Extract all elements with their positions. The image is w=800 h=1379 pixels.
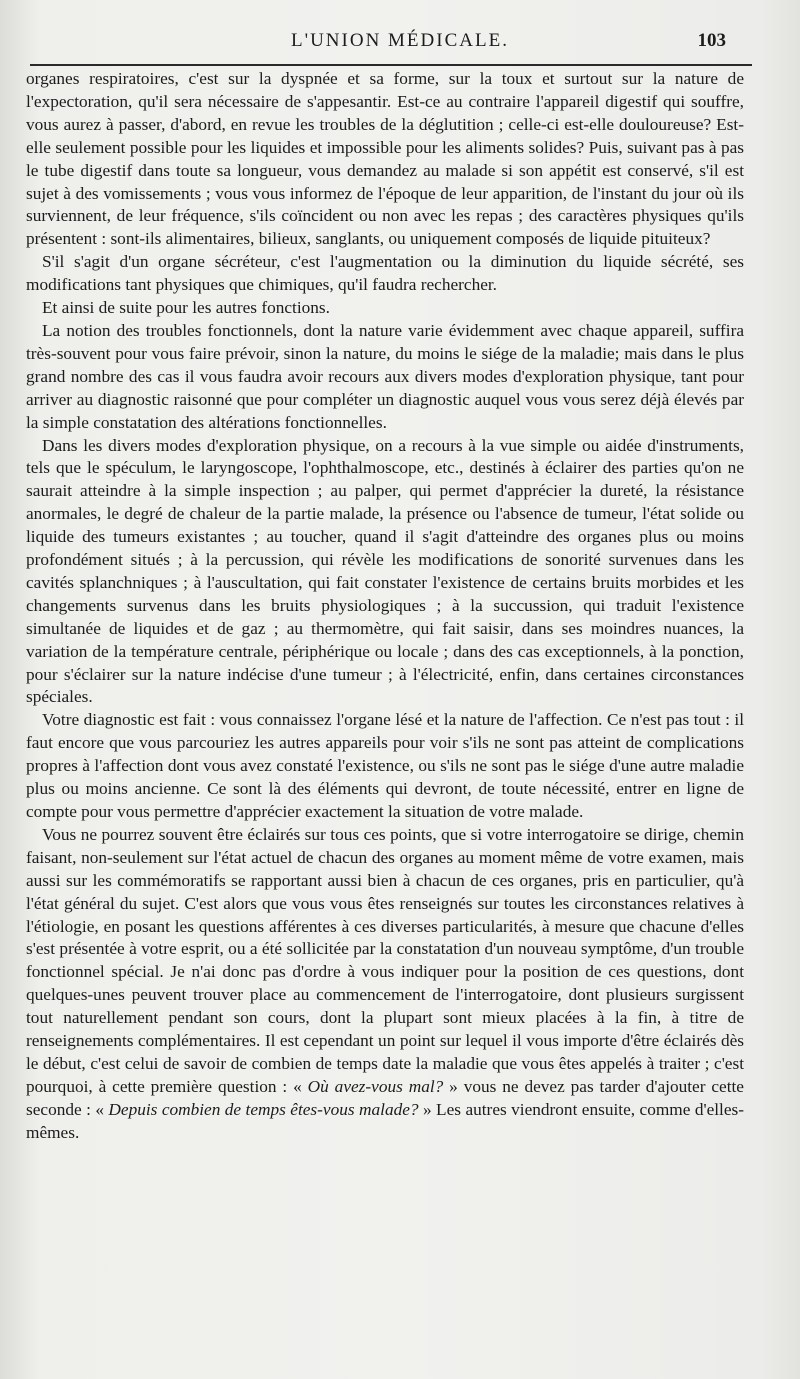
paragraph: Dans les divers modes d'exploration physique, on a recours à la vue simple ou aidée d'instruments, tels que le spéculum, le laryngoscope, l'ophthalmoscope, etc., destinés à éclairer des parties qu'on ne saurait atteindre à la simple inspection ; au palper, qui permet d'apprécier la dureté, la résistance anormales, le degré de chaleur de la partie malade, la présence ou l'absence de tumeur, l'état solide ou liquide des tumeurs existantes ; au toucher, quand il s'agit d'atteindre des organes plus ou moins profondément situés ; à la percussion, qui révèle les modifications de sonorité survenues dans les cavités splanchniques ; à l'auscultation, qui fait constater l'existence de certains bruits morbides et les changements survenus dans les bruits physiologiques ; à la succussion, qui traduit l'existence simultanée de liquides et de gaz ; au thermomètre, qui fait saisir, dans ses moindres nuances, la variation de la température centrale, périphérique ou locale ; dans des cas exceptionnels, à la ponction, pour s'éclairer sur la nature indécise d'une tumeur ; à l'électricité, enfin, dans certaines circonstances spéciales. [26, 435, 744, 707]
paragraph: Et ainsi de suite pour les autres fonctions. [42, 298, 330, 318]
quote-question-1: Où avez-vous mal? [307, 1076, 444, 1096]
paragraph: Votre diagnostic est fait : vous connaissez l'organe lésé et la nature de l'affection. Ce n'est pas tout : il faut encore que vous parcouriez les autres appareils pour voir s'ils ne sont pas atteint de complications propres à l'affection dont vous avez constaté l'existence, ou s'ils ne sont pas le siége d'une autre maladie plus ou moins ancienne. Ce sont là des éléments qui devront, de toute nécessité, entrer en ligne de compte pour vous permettre d'apprécier exactement la situation de votre malade. [26, 710, 744, 821]
paragraph-text: » vous ne devez pas tarder d'ajouter cette seconde : « [26, 1076, 744, 1119]
running-title: L'UNION MÉDICALE. [291, 30, 509, 51]
page-number: 103 [697, 30, 726, 51]
body-text [26, 68, 744, 1145]
quote-question-2: Depuis combien de temps êtes-vous malade? [108, 1099, 419, 1119]
paragraph-last [26, 824, 744, 1145]
paragraph: S'il s'agit d'un organe sécréteur, c'est l'augmentation ou la diminution du liquide sécrété, ses modifications tant physiques que chimiques, qu'il faudra rechercher. [26, 252, 744, 295]
paragraph-text: » Les autres viendront ensuite, comme d'elles-mêmes. [26, 1099, 744, 1142]
paragraph: La notion des troubles fonctionnels, dont la nature varie évidemment avec chaque appareil, suffira très-souvent pour vous faire prévoir, sinon la nature, du moins le siége de la maladie; mais dans le plus grand nombre des cas il vous faudra avoir recours aux divers modes d'exploration physique, tant pour arriver au diagnostic raisonné que pour compléter un diagnostic auquel vous vous serez déjà élevés par la simple constatation des altérations fonctionnelles. [26, 320, 744, 432]
paragraph-text: Vous ne pourrez souvent être éclairés sur tous ces points, que si votre interrogatoire se dirige, chemin faisant, non-seulement sur l'état actuel de chacun des organes au moment même de votre examen, mais aussi sur les commémoratifs se rapportant aussi bien à chacun de ces organes, pris en particulier, qu'à l'état général du sujet. C'est alors que vous vous êtes renseignés sur toutes les circonstances relatives à l'étiologie, en posant les questions afférentes à ces diverses particularités, à mesure que chacune d'elles s'est présentée à votre esprit, ou a été sollicitée par la constatation d'un nouveau symptôme, d'un trouble fonctionnel spécial. Je n'ai donc pas d'ordre à vous indiquer pour la position de ces questions, dont quelques-unes peuvent trouver place au commencement de l'interrogatoire, dont plusieurs surgissent tout naturellement pendant son cours, dont la plupart sont mieux placées à la fin, à titre de renseignements complémentaires. Il est cependant un point sur lequel il vous importe d'être éclairés dès le début, c'est celui de savoir de combien de temps date la maladie que vous êtes appelés à traiter ; c'est pourquoi, à cette première question : « [26, 824, 744, 1096]
paragraph: organes respiratoires, c'est sur la dyspnée et sa forme, sur la toux et surtout sur la nature de l'expectoration, qu'il sera nécessaire de s'appesantir. Est-ce au contraire l'appareil digestif qui souffre, vous aurez à passer, d'abord, en revue les troubles de la déglutition ; celle-ci est-elle douloureuse? Est-elle seulement possible pour les liquides et impossible pour les aliments solides? Puis, suivant pas à pas le tube digestif dans toute sa longueur, vous demandez au malade si son appétit est conservé, s'il est sujet à des vomissements ; vous vous informez de l'époque de leur apparition, de l'instant du jour où ils surviennent, de leur fréquence, s'ils coïncident ou non avec les repas ; des caractères physiques qu'ils présentent : sont-ils alimentaires, bilieux, sanglants, ou uniquement composés de liquide pituiteux? [26, 69, 744, 249]
page-header [26, 26, 774, 58]
header-rule [30, 64, 752, 66]
